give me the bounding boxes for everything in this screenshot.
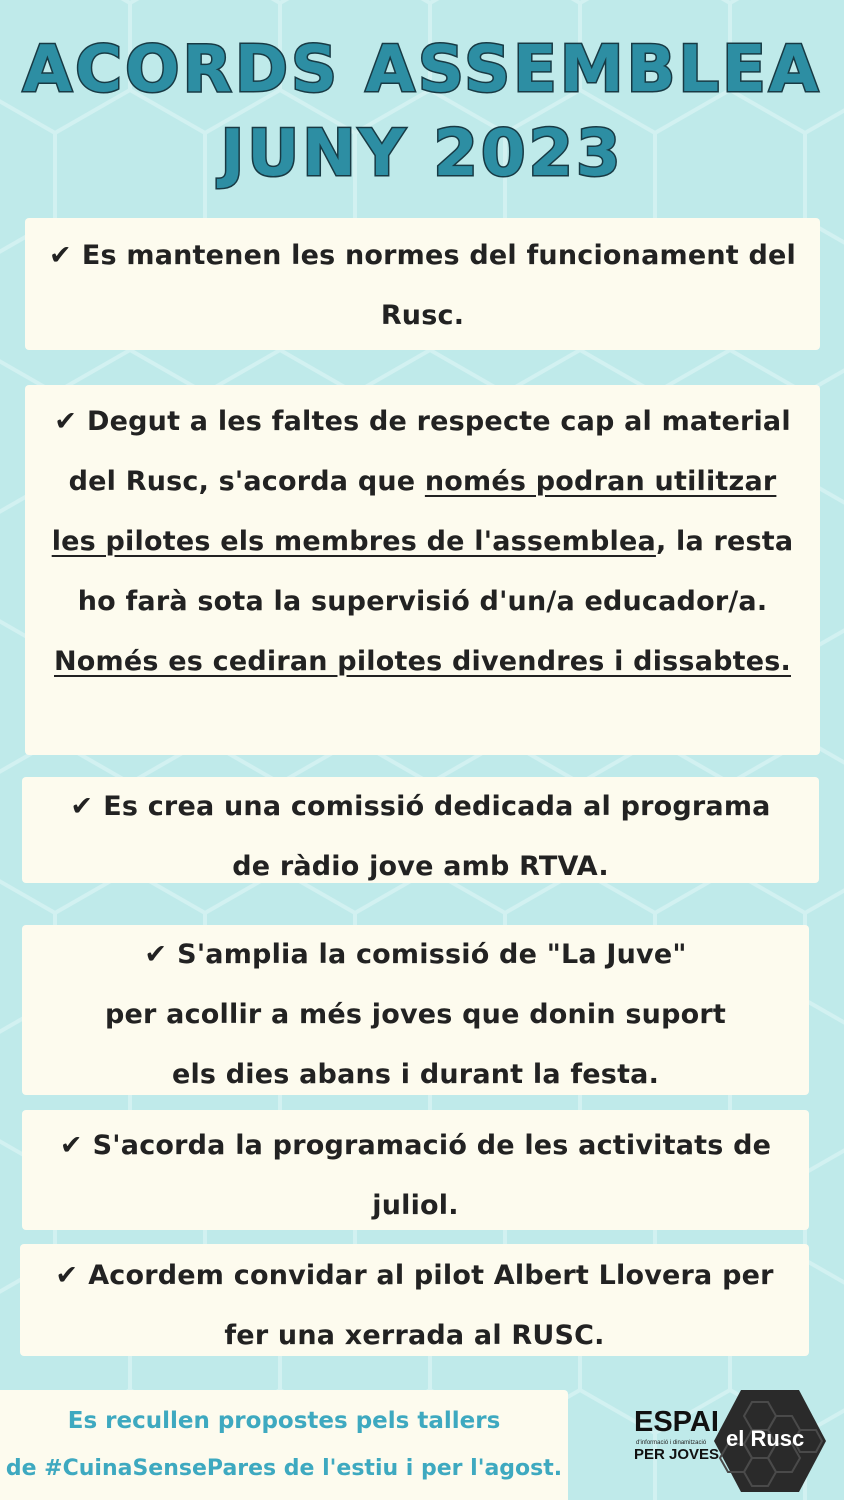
agreement-card-3 <box>22 777 819 883</box>
logo-espai-text: ESPAI <box>634 1406 719 1438</box>
checkmark-icon: ✔ <box>144 939 168 970</box>
card-5-line-1: ✔ S'acorda la programació de les activitats de <box>59 1130 772 1161</box>
agreement-card-6 <box>20 1244 809 1356</box>
card-2-line-2: del Rusc, s'acorda que només podran utilitzar <box>68 466 777 497</box>
card-3-line-1: ✔ Es crea una comissió dedicada al programa <box>70 791 771 822</box>
checkmark-icon: ✔ <box>54 406 78 437</box>
footer-line-2: de #CuinaSensePares de l'estiu i per l'agost. <box>5 1456 563 1481</box>
agreement-card-2 <box>25 385 820 755</box>
card-6-line-2: fer una xerrada al RUSC. <box>224 1320 605 1351</box>
logo-el-rusc-text: el Rusc <box>726 1426 805 1451</box>
card-4-line-3: els dies abans i durant la festa. <box>171 1059 660 1090</box>
underlined-text: només podran utilitzar <box>424 466 777 497</box>
checkmark-icon: ✔ <box>59 1130 83 1161</box>
checkmark-icon: ✔ <box>49 240 72 271</box>
card-2-line-1: ✔ Degut a les faltes de respecte cap al material <box>54 406 791 437</box>
checkmark-icon: ✔ <box>70 791 94 822</box>
card-1-line-1: ✔ Es mantenen les normes del funcionament del <box>49 240 796 271</box>
title-line-2: JUNY 2023 <box>220 117 624 191</box>
card-6-line-1: ✔ Acordem convidar al pilot Albert Llovera per <box>55 1260 774 1291</box>
agreement-card-4 <box>22 925 809 1095</box>
underlined-text: les pilotes els membres de l'assemblea <box>51 526 656 557</box>
logo-subtitle: d'informació i dinamització <box>636 1440 707 1446</box>
card-2-line-4: ho farà sota la supervisió d'un/a educador/a. <box>77 586 768 617</box>
card-4-line-1: ✔ S'amplia la comissió de "La Juve" <box>144 939 687 970</box>
card-4-line-2: per acollir a més joves que donin suport <box>105 999 726 1030</box>
title-line-1: ACORDS ASSEMBLEA <box>22 33 822 107</box>
card-2-line-3: les pilotes els membres de l'assemblea, la resta <box>51 526 794 557</box>
card-5-line-2: juliol. <box>372 1190 459 1221</box>
logo-per-joves-text: PER JOVES <box>634 1446 720 1463</box>
card-2-line-5 <box>25 632 820 692</box>
footer-line-1: Es recullen propostes pels tallers <box>67 1408 501 1434</box>
card-3-line-2: de ràdio jove amb RTVA. <box>232 851 609 882</box>
underlined-text: Només es cediran pilotes divendres i dissabtes. <box>54 646 791 677</box>
checkmark-icon: ✔ <box>55 1260 79 1291</box>
agreement-card-1 <box>25 218 820 350</box>
espai-el-rusc-logo <box>630 1388 835 1494</box>
agreement-card-5 <box>22 1110 809 1230</box>
page-title <box>0 28 844 196</box>
footer-note <box>0 1390 568 1500</box>
card-1-line-2: Rusc. <box>380 300 465 331</box>
